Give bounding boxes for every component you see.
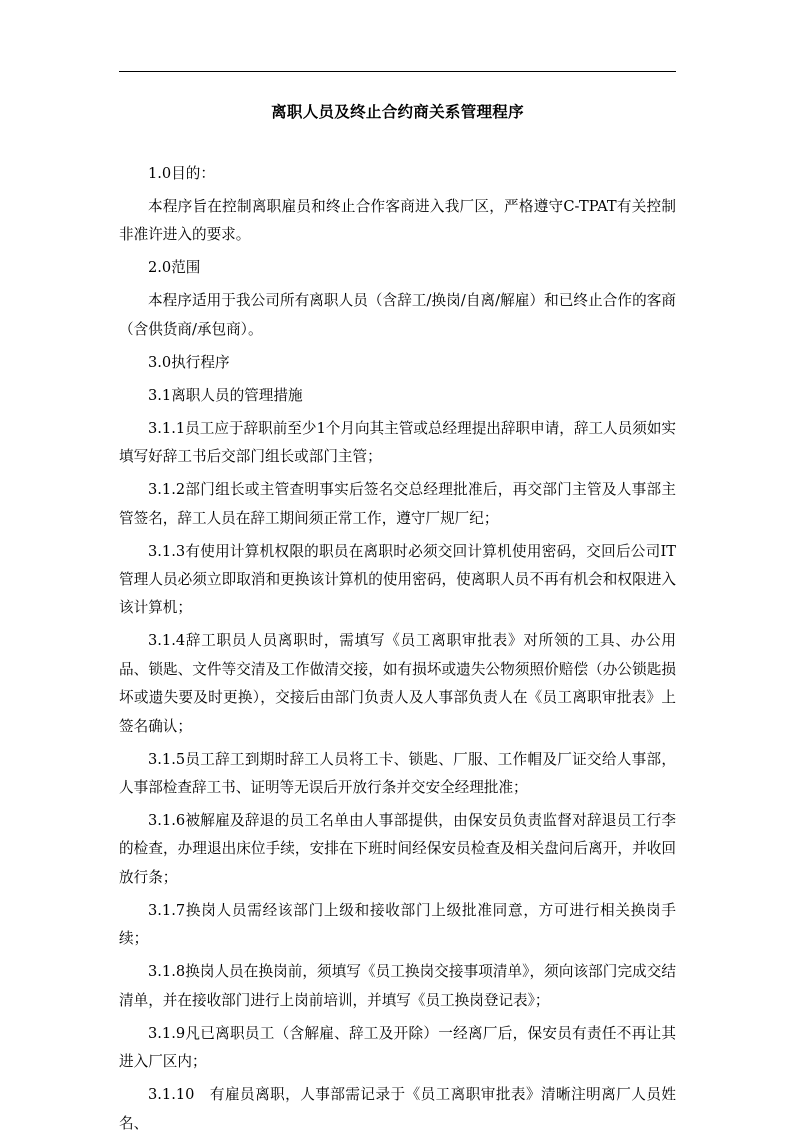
section-heading-scope: 2.0范围 — [148, 259, 201, 277]
clause-3-1-1: 3.1.1员工应于辞职前至少1个月向其主管或总经理提出辞职申请，辞工人员须如实填写好辞工书后交部门组长或部门主管； — [119, 419, 677, 466]
clause-3-1-4: 3.1.4辞工职员人员离职时，需填写《员工离职审批表》对所领的工具、办公用品、锁匙、文件等交清及工作做清交接，如有损坏或遗失公物须照价赔偿（办公锁匙损坏或遗失要及时更换），交接后由部门负责人及人事部负责人在《员工离职审批表》上签名确认； — [119, 632, 676, 735]
paragraph-scope: 本程序适用于我公司所有离职人员（含辞工/换岗/自离/解雇）和已终止合作的客商（含供货商/承包商）。 — [119, 292, 676, 338]
clause-3-1-3: 3.1.3有使用计算机权限的职员在离职时必须交回计算机使用密码，交回后公司IT管理人员必须立即取消和更换该计算机的使用密码，使离职人员不再有机会和权限进入该计算机； — [119, 542, 676, 617]
clause-3-1-8: 3.1.8换岗人员在换岗前，须填写《员工换岗交接事项清单》，须向该部门完成交结清单，并在接收部门进行上岗前培训，并填写《员工换岗登记表》； — [119, 963, 676, 1009]
document-body — [119, 160, 676, 1143]
clause-3-1-6: 3.1.6被解雇及辞退的员工名单由人事部提供，由保安员负责监督对辞退员工行李的检查，办理退出床位手续，安排在下班时间经保安员检查及相关盘问后离开，并收回放行条； — [119, 812, 676, 886]
clause-3-1-10: 3.1.10 有雇员离职，人事部需记录于《员工离职审批表》清晰注明离厂人员姓名、 — [119, 1086, 676, 1132]
section-heading-procedure: 3.0执行程序 — [148, 353, 230, 371]
header-rule — [119, 71, 676, 72]
clause-3-1-7: 3.1.7换岗人员需经该部门上级和接收部门上级批准同意，方可进行相关换岗手续； — [119, 901, 676, 948]
clause-3-1-2: 3.1.2部门组长或主管查明事实后签名交总经理批准后，再交部门主管及人事部主管签名，辞工人员在辞工期间须正常工作，遵守厂规厂纪； — [119, 481, 676, 527]
document-title: 离职人员及终止合约商关系管理程序 — [271, 102, 524, 121]
clause-3-1-9: 3.1.9凡已离职员工（含解雇、辞工及开除）一经离厂后，保安员有责任不再让其进入厂区内； — [119, 1024, 676, 1071]
subsection-heading-departing-staff: 3.1离职人员的管理措施 — [148, 386, 303, 404]
paragraph-purpose: 本程序旨在控制离职雇员和终止合作客商进入我厂区，严格遵守C-TPAT有关控制非准许进入的要求。 — [119, 198, 676, 244]
section-heading-purpose: 1.0目的： — [148, 165, 215, 182]
clause-3-1-5: 3.1.5员工辞工到期时辞工人员将工卡、锁匙、厂服、工作帽及厂证交给人事部，人事部检查辞工书、证明等无误后开放行条并交安全经理批准； — [119, 750, 676, 797]
